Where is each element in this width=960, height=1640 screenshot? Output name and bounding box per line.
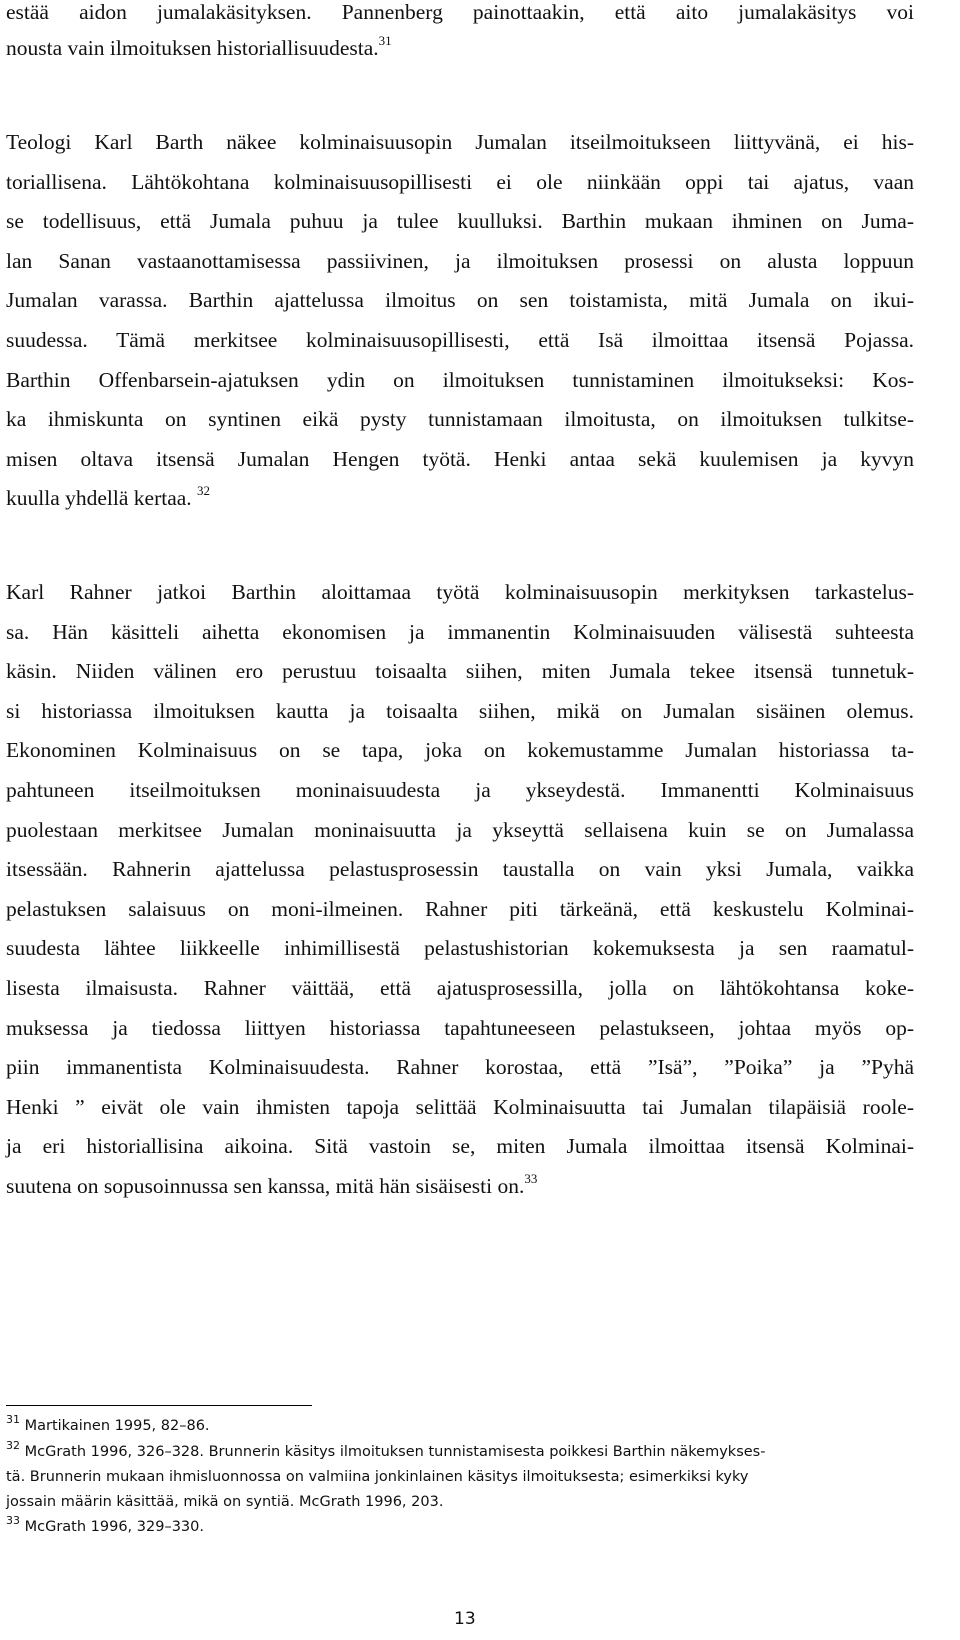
footnote-number: 32 — [6, 1439, 20, 1452]
body-text-line — [6, 33, 914, 60]
body-text-line: misen oltava itsensä Jumalan Hengen työtä. Henki antaa sekä kuulemisen ja kyvyn — [6, 447, 914, 471]
body-text-line: Henki ” eivät ole vain ihmisten tapoja selittää Kolminaisuutta tai Jumalan tilapäisiä roole- — [6, 1095, 914, 1119]
footnote-number: 31 — [6, 1413, 20, 1426]
footnote-text: McGrath 1996, 329–330. — [24, 1519, 204, 1535]
body-text-line: lisesta ilmaisusta. Rahner väittää, että ajatusprosessilla, jolla on lähtökohtansa koke- — [6, 976, 914, 1000]
body-text-line: suudessa. Tämä merkitsee kolminaisuusopillisesti, että Isä ilmoittaa itsensä Pojassa. — [6, 328, 914, 352]
footnote-text: McGrath 1996, 326–328. Brunnerin käsitys ilmoituksen tunnistamisesta poikkesi Barthin näkemykses- — [24, 1444, 766, 1460]
body-text-line: toriallisena. Lähtökohtana kolminaisuusopillisesti ei ole niinkään oppi tai ajatus, vaan — [6, 170, 914, 194]
body-text-line — [6, 1171, 914, 1198]
footnote-31 — [6, 1413, 914, 1436]
body-text-line: Karl Rahner jatkoi Barthin aloittamaa työtä kolminaisuusopin merkityksen tarkastelus- — [6, 580, 914, 604]
body-text-line: suudesta lähtee liikkeelle inhimillisestä pelastushistorian kokemuksesta ja sen raamatul- — [6, 936, 914, 960]
body-text: suutena on sopusoinnussa sen kanssa, mitä hän sisäisesti on. — [6, 1174, 525, 1198]
body-text-line: estää aidon jumalakäsityksen. Pannenberg painottaakin, että aito jumalakäsitys voi — [6, 0, 914, 24]
body-text-line: itsessään. Rahnerin ajattelussa pelastusprosessin taustalla on vain yksi Jumala, vaikka — [6, 857, 914, 881]
body-text-line: Ekonominen Kolminaisuus on se tapa, joka on kokemustamme Jumalan historiassa ta- — [6, 738, 914, 762]
body-text-line: ja eri historiallisina aikoina. Sitä vastoin se, miten Jumala ilmoittaa itsensä Kolminai- — [6, 1134, 914, 1158]
body-text-line: ka ihmiskunta on syntinen eikä pysty tunnistamaan ilmoitusta, on ilmoituksen tulkitse- — [6, 407, 914, 431]
body-text-line: puolestaan merkitsee Jumalan moninaisuutta ja ykseyttä sellaisena kuin se on Jumalassa — [6, 818, 914, 842]
body-text-line: käsin. Niiden välinen ero perustuu toisaalta siihen, miten Jumala tekee itsensä tunnetuk- — [6, 659, 914, 683]
body-text-line: Teologi Karl Barth näkee kolminaisuusopin Jumalan itseilmoitukseen liittyvänä, ei his- — [6, 130, 914, 154]
body-text: nousta vain ilmoituksen historiallisuudesta. — [6, 36, 379, 60]
footnote-number: 33 — [6, 1514, 20, 1527]
body-text-line: sa. Hän käsitteli aihetta ekonomisen ja immanentin Kolminaisuuden välisestä suhteesta — [6, 620, 914, 644]
body-text-line: se todellisuus, että Jumala puhuu ja tulee kuulluksi. Barthin mukaan ihminen on Juma- — [6, 209, 914, 233]
footnote-32 — [6, 1439, 914, 1462]
footnote-ref: 32 — [197, 483, 211, 498]
body-text-line: Jumalan varassa. Barthin ajattelussa ilmoitus on sen toistamista, mitä Jumala on ikui- — [6, 288, 914, 312]
footnote-text: Martikainen 1995, 82–86. — [24, 1418, 210, 1434]
body-text-line: piin immanentista Kolminaisuudesta. Rahner korostaa, että ”Isä”, ”Poika” ja ”Pyhä — [6, 1055, 914, 1079]
footnote-separator — [6, 1405, 312, 1406]
footnote-33 — [6, 1514, 914, 1537]
body-text: kuulla yhdellä kertaa. — [6, 486, 192, 510]
footnote-text-line: jossain määrin käsittää, mikä on syntiä. McGrath 1996, 203. — [6, 1494, 444, 1510]
footnote-ref: 31 — [378, 33, 392, 48]
body-text-line: lan Sanan vastaanottamisessa passiivinen, ja ilmoituksen prosessi on alusta loppuun — [6, 249, 914, 273]
body-text-line: pelastuksen salaisuus on moni-ilmeinen. Rahner piti tärkeänä, että keskustelu Kolminai- — [6, 897, 914, 921]
page-number: 13 — [454, 1609, 476, 1629]
footnote-text-line: tä. Brunnerin mukaan ihmisluonnossa on valmiina jonkinlainen käsitys ilmoituksesta; esimerkiksi kyky — [6, 1469, 749, 1485]
body-text-line: si historiassa ilmoituksen kautta ja toisaalta siihen, mikä on Jumalan sisäinen olemus. — [6, 699, 914, 723]
body-text-line — [6, 483, 914, 510]
body-text-line: Barthin Offenbarsein-ajatuksen ydin on ilmoituksen tunnistaminen ilmoitukseksi: Kos- — [6, 368, 914, 392]
body-text-line: muksessa ja tiedossa liittyen historiassa tapahtuneeseen pelastukseen, johtaa myös op- — [6, 1016, 914, 1040]
body-text-line: pahtuneen itseilmoituksen moninaisuudesta ja ykseydestä. Immanentti Kolminaisuus — [6, 778, 914, 802]
footnote-ref: 33 — [524, 1171, 538, 1186]
